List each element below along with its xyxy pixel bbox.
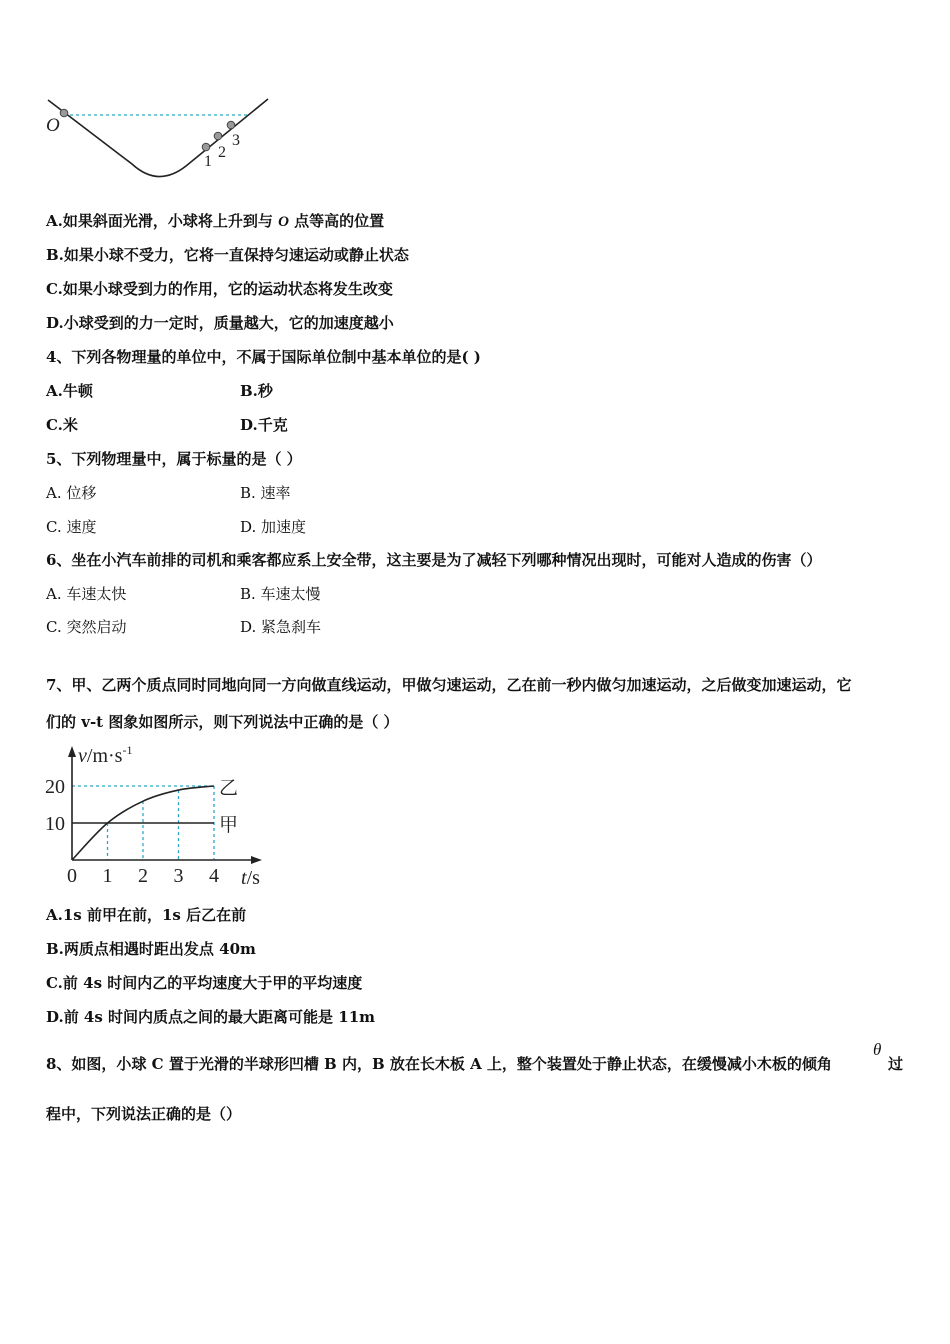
q7-option-c-letter: C. xyxy=(46,974,63,992)
q7-option-a-text: 1s 前甲在前，1s 后乙在前 xyxy=(62,906,247,924)
vt-chart xyxy=(40,738,280,890)
q3-option-a-letter: A. xyxy=(46,212,63,230)
ball-origin xyxy=(60,109,68,117)
y-axis-title-symbol: v xyxy=(78,745,87,767)
ball-label-2: 2 xyxy=(218,144,226,161)
q5-option-a: A. 位移 xyxy=(46,484,97,502)
q8-stem-line-1: 8、如图，小球 C 置于光滑的半球形凹槽 B 内，B 放在长木板 A 上，整个装置处于静止状态，在缓慢减小木板的倾角 xyxy=(46,1055,832,1073)
q3-option-c xyxy=(46,280,393,298)
origin-label: O xyxy=(46,115,60,136)
q5-option-c: C. 速度 xyxy=(46,518,97,536)
y-axis-arrow xyxy=(68,746,76,757)
q3-option-d-letter: D. xyxy=(46,314,64,332)
q5-stem: 5、下列物理量中，属于标量的是（ ） xyxy=(46,450,302,468)
q3-option-b-letter: B. xyxy=(46,246,64,264)
q8-stem-suffix: 过 xyxy=(888,1055,904,1073)
q3-option-a-symbol: O xyxy=(278,214,289,230)
x-tick-label-0: 0 xyxy=(67,865,77,887)
q3-option-a-text-pre: 如果斜面光滑，小球将上升到与 xyxy=(62,212,279,230)
x-axis-title xyxy=(241,867,260,889)
incline-figure xyxy=(40,92,280,192)
q3-option-b-text: 如果小球不受力，它将一直保持匀速运动或静止状态 xyxy=(63,246,409,264)
ball-2 xyxy=(214,132,222,140)
q4-option-d-letter: D. xyxy=(240,416,258,434)
x-tick-label-3: 3 xyxy=(173,865,184,887)
q4-option-d xyxy=(240,416,288,434)
q3-option-c-letter: C. xyxy=(46,280,63,298)
q7-stem-line-1: 7、甲、乙两个质点同时同地向同一方向做直线运动，甲做匀速运动，乙在前一秒内做匀加速运动，之后做变加速运动，它 xyxy=(46,676,852,694)
q7-option-b-letter: B. xyxy=(46,940,64,958)
q3-option-b xyxy=(46,246,409,264)
q7-option-a-letter: A. xyxy=(46,906,63,924)
q7-option-d-text: 前 4s 时间内质点之间的最大距离可能是 11m xyxy=(63,1008,375,1026)
q4-option-c-text: 米 xyxy=(62,416,78,434)
q6-option-b: B. 车速太慢 xyxy=(240,585,321,603)
q7-option-a xyxy=(46,906,246,924)
series-label-jia: 甲 xyxy=(219,815,239,836)
y-axis-title-text: /m·s xyxy=(86,745,123,767)
q7-stem-line-2: 们的 v-t 图象如图所示，则下列说法中正确的是（ ） xyxy=(46,713,399,731)
q7-option-b xyxy=(46,940,256,958)
y-axis-title xyxy=(78,743,132,767)
ball-1 xyxy=(202,143,210,151)
q7-option-d-letter: D. xyxy=(46,1008,64,1026)
q6-option-a: A. 车速太快 xyxy=(46,585,127,603)
q4-option-b-letter: B. xyxy=(240,382,258,400)
q6-stem: 6、坐在小汽车前排的司机和乘客都应系上安全带，这主要是为了减轻下列哪种情况出现时，可能对人造成的伤害（） xyxy=(46,551,822,569)
x-axis-title-symbol: t xyxy=(241,867,247,889)
q3-option-a-text-post: 点等高的位置 xyxy=(288,212,385,230)
x-tick-label-4: 4 xyxy=(209,865,219,887)
q4-option-b xyxy=(240,382,273,400)
q4-option-c-letter: C. xyxy=(46,416,63,434)
y-axis-title-superscript: -1 xyxy=(122,743,133,757)
q6-option-c: C. 突然启动 xyxy=(46,618,127,636)
q3-option-d-text: 小球受到的力一定时，质量越大，它的加速度越小 xyxy=(63,314,394,332)
q8-theta-symbol: θ xyxy=(873,1040,882,1059)
q4-option-a-letter: A. xyxy=(46,382,63,400)
ball-3 xyxy=(227,121,235,129)
ball-label-1: 1 xyxy=(204,153,212,170)
q4-option-c xyxy=(46,416,78,434)
q3-option-a xyxy=(46,212,384,231)
q7-option-d xyxy=(46,1008,375,1026)
q4-option-a-text: 牛顿 xyxy=(62,382,93,400)
q7-option-c-text: 前 4s 时间内乙的平均速度大于甲的平均速度 xyxy=(62,974,363,992)
x-axis-arrow xyxy=(251,856,262,864)
series-label-yi: 乙 xyxy=(219,778,239,799)
y-tick-label-10: 10 xyxy=(45,813,65,835)
ball-label-3: 3 xyxy=(232,132,240,149)
q4-option-b-text: 秒 xyxy=(257,382,273,400)
q4-option-a xyxy=(46,382,93,400)
q5-option-b: B. 速率 xyxy=(240,484,291,502)
q3-option-d xyxy=(46,314,394,332)
q7-option-b-text: 两质点相遇时距出发点 40m xyxy=(63,940,256,958)
q7-option-c xyxy=(46,974,362,992)
q3-option-c-text: 如果小球受到力的作用，它的运动状态将发生改变 xyxy=(62,280,393,298)
q6-option-d: D. 紧急刹车 xyxy=(240,618,322,636)
x-tick-label-2: 2 xyxy=(138,865,148,887)
x-axis-title-unit: /s xyxy=(246,867,260,889)
q8-stem-line-2: 程中，下列说法正确的是（） xyxy=(46,1105,242,1123)
x-tick-label-1: 1 xyxy=(102,865,113,887)
q4-option-d-text: 千克 xyxy=(257,416,288,434)
y-tick-label-20: 20 xyxy=(45,776,65,798)
q5-option-d: D. 加速度 xyxy=(240,518,307,536)
q4-stem: 4、下列各物理量的单位中，不属于国际单位制中基本单位的是( ) xyxy=(46,348,481,366)
